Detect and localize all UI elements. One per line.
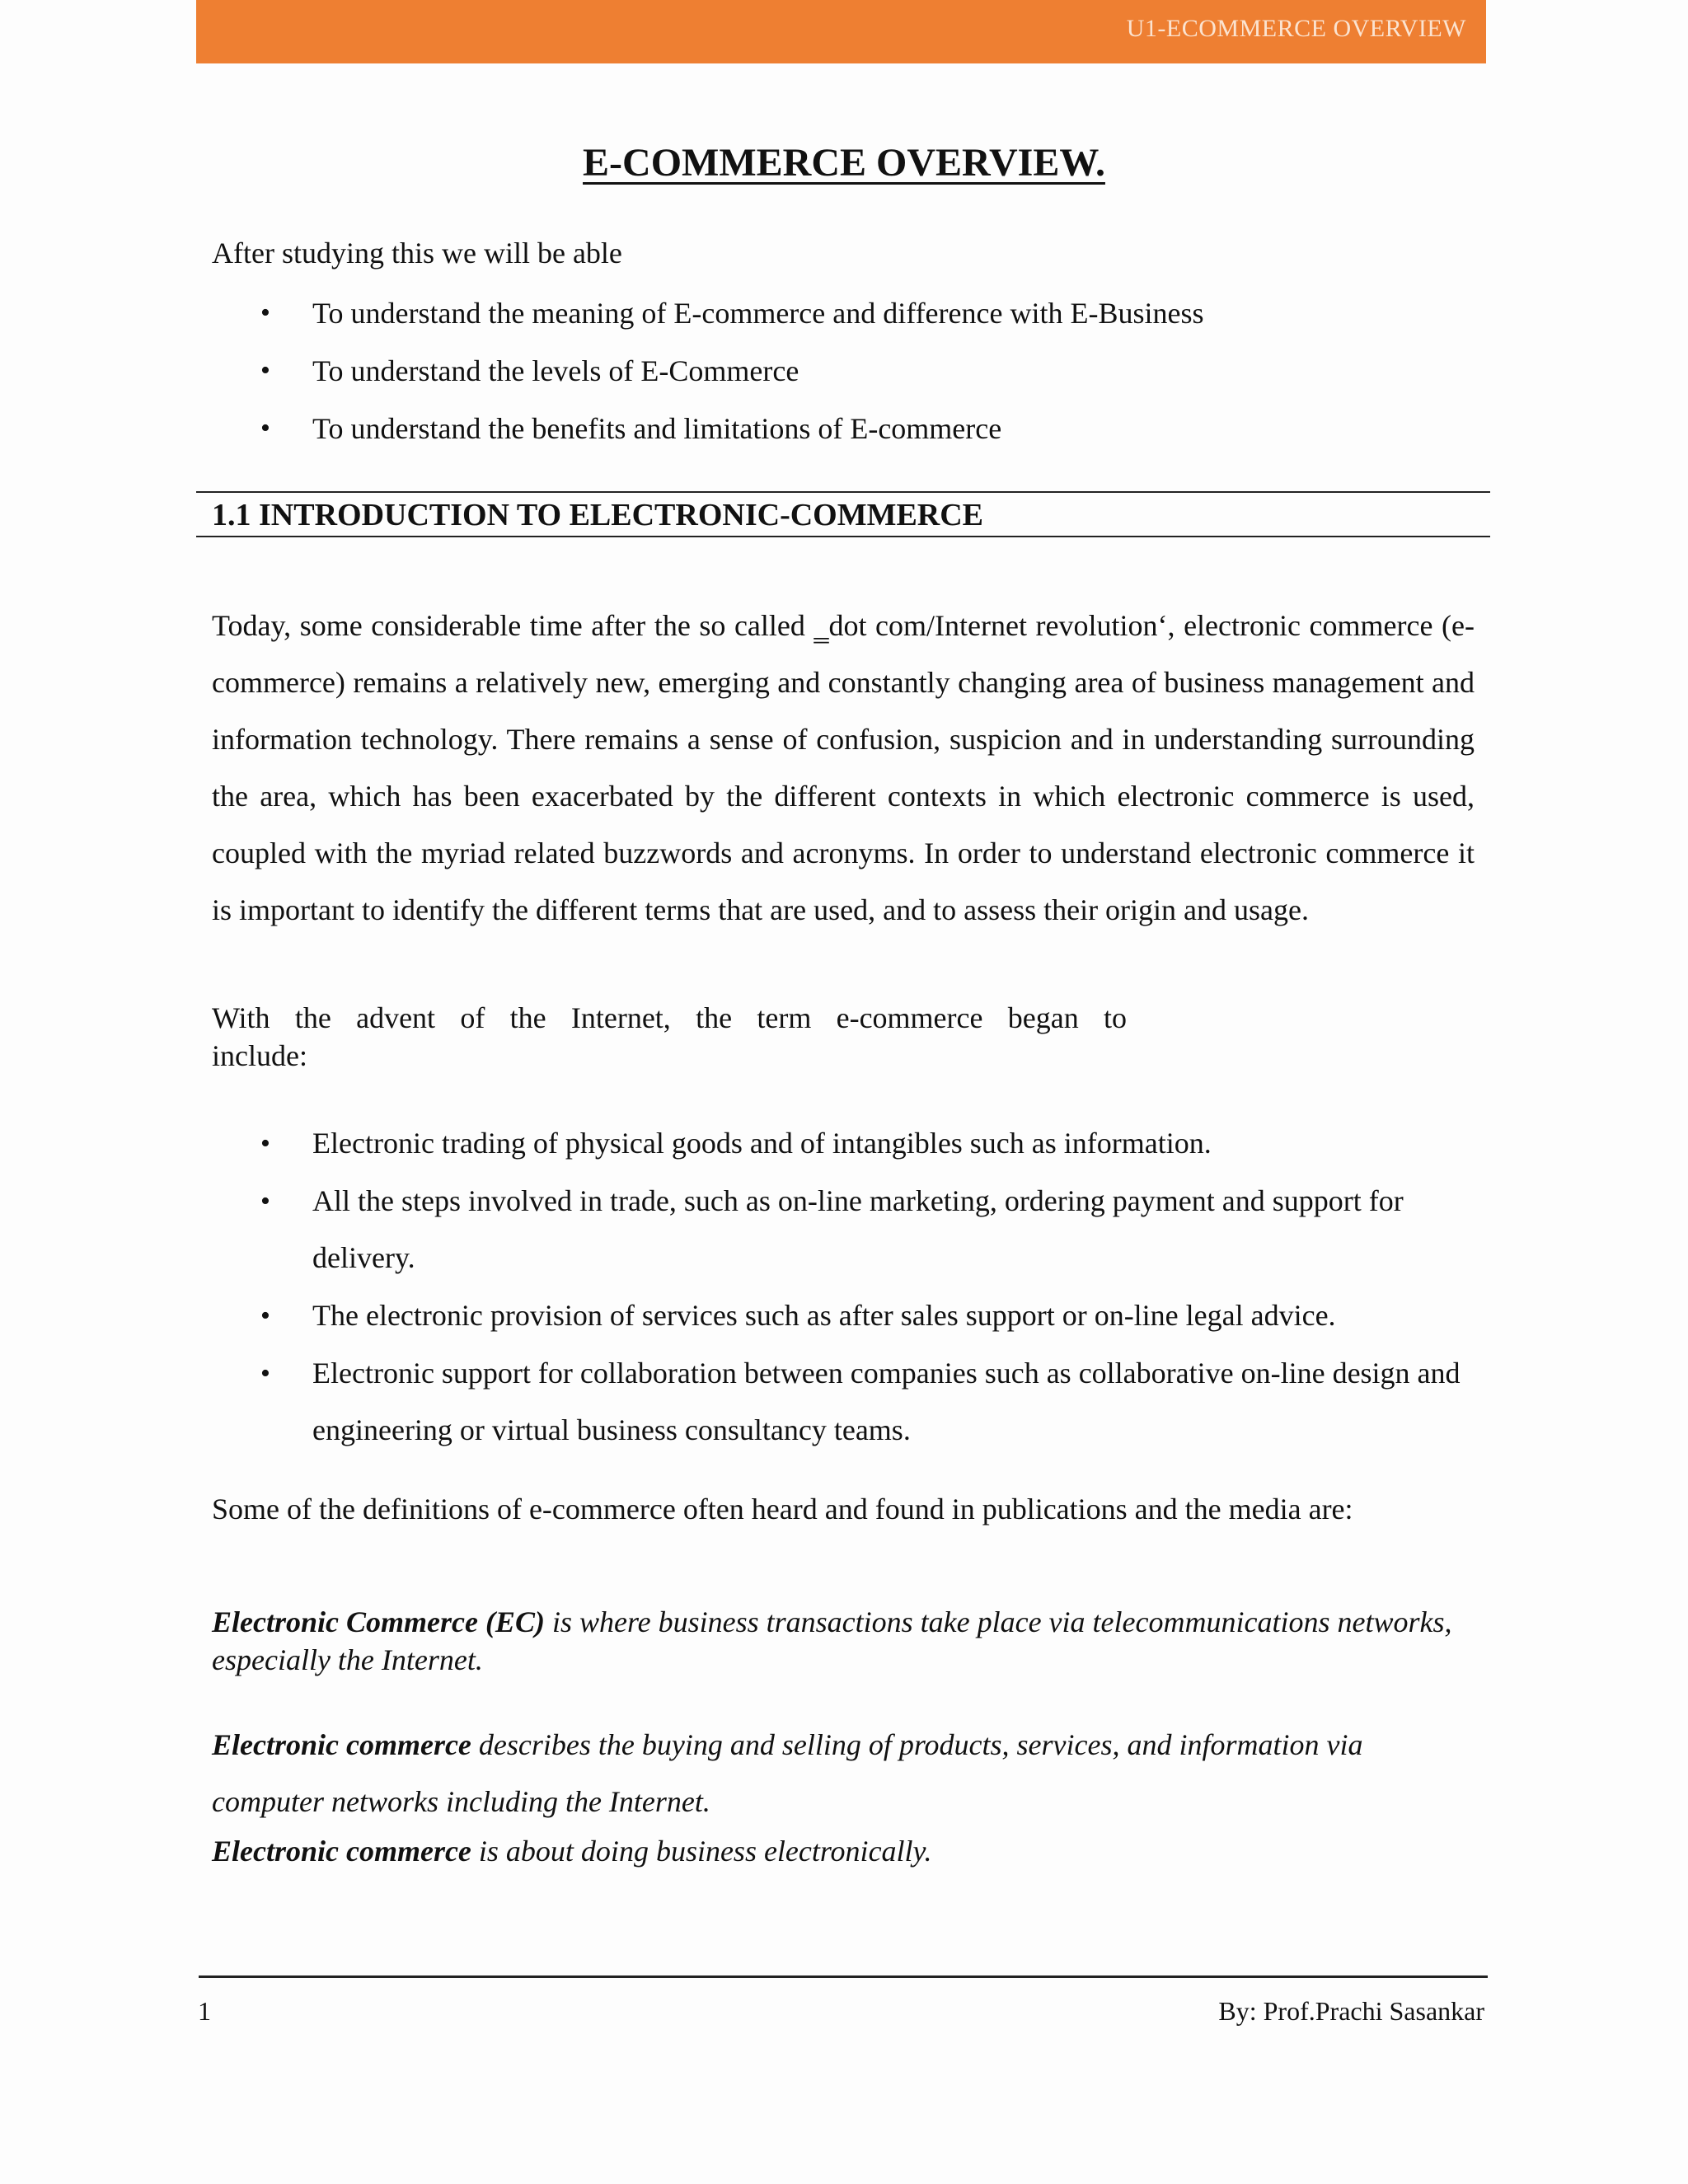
definitions-intro: Some of the definitions of e-commerce often heard and found in publications and the media are: [212, 1493, 1353, 1526]
section-rule-bottom [196, 536, 1490, 537]
definition-1: Electronic Commerce (EC) is where business transactions take place via telecommunications networks, especially the Internet. [212, 1605, 1452, 1676]
bullet-icon: • [260, 413, 270, 443]
definition-2: Electronic commerce describes the buying and selling of products, services, and information via computer networks including the Internet. [212, 1728, 1363, 1818]
list-item: • Electronic support for collaboration between companies such as collaborative on-line design and engineering or virtual business consultancy teams. [212, 1345, 1498, 1459]
definition-term: Electronic Commerce (EC) [212, 1605, 545, 1638]
definition-term: Electronic commerce [212, 1728, 471, 1761]
bullet-icon: • [260, 1358, 270, 1389]
definition-term: Electronic commerce [212, 1835, 471, 1868]
list-item: • The electronic provision of services such as after sales support or on-line legal advice. [212, 1287, 1498, 1344]
bullet-icon: • [260, 1301, 270, 1331]
footer-author: By: Prof.Prachi Sasankar [1218, 1996, 1484, 2026]
advent-paragraph: With the advent of the Internet, the term e-commerce began to include: [212, 1001, 1127, 1072]
includes-list [212, 1115, 1498, 1460]
list-item: • To understand the levels of E-Commerce [212, 349, 1203, 407]
definition-3: Electronic commerce is about doing business electronically. [212, 1835, 932, 1868]
intro-text: After studying this we will be able [212, 237, 622, 269]
section-heading: 1.1 INTRODUCTION TO ELECTRONIC-COMMERCE [212, 498, 984, 532]
list-item: • To understand the benefits and limitations of E-commerce [212, 407, 1203, 465]
introduction-paragraph: Today, some considerable time after the so called ‗dot com/Internet revolution‘, electronic commerce (e-commerce) remains a relatively new, emerging and constantly changing area of business management and information technology. There remains a sense of confusion, suspicion and in understanding surrounding the area, which has been exacerbated by the different contexts in which electronic commerce is used, coupled with the myriad related buzzwords and acronyms. In order to understand electronic commerce it is important to identify the different terms that are used, and to assess their origin and usage. [212, 609, 1475, 926]
bullet-icon: • [260, 1128, 270, 1159]
list-item: • Electronic trading of physical goods and of intangibles such as information. [212, 1115, 1498, 1172]
list-item: • All the steps involved in trade, such as on-line marketing, ordering payment and support for delivery. [212, 1173, 1498, 1286]
bullet-icon: • [260, 298, 270, 328]
bullet-icon: • [260, 1186, 270, 1216]
page-number: 1 [198, 1996, 211, 2026]
objectives-list [212, 292, 1203, 465]
list-item: • To understand the meaning of E-commerce and difference with E-Business [212, 292, 1203, 349]
footer-rule [199, 1975, 1488, 1978]
page-title: E-COMMERCE OVERVIEW. [583, 141, 1105, 185]
bullet-icon: • [260, 355, 270, 386]
header-band [196, 0, 1486, 63]
running-header: U1-ECOMMERCE OVERVIEW [1126, 15, 1466, 42]
section-rule-top [196, 491, 1490, 493]
